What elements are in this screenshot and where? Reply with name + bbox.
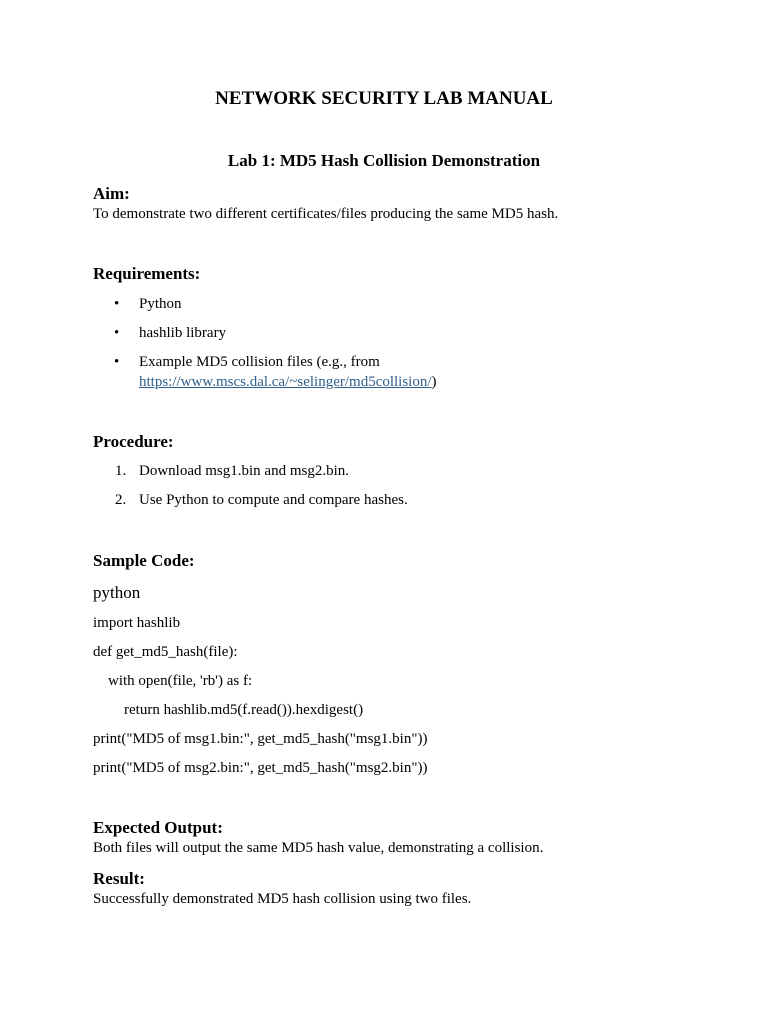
- list-item-continuation: [139, 374, 437, 391]
- list-item: hashlib library: [139, 325, 227, 341]
- code-line: with open(file, 'rb') as f:: [108, 673, 253, 689]
- result-heading: Result:: [93, 869, 145, 888]
- aim-text: To demonstrate two different certificates/files producing the same MD5 hash.: [93, 206, 559, 222]
- aim-heading: Aim:: [93, 184, 130, 203]
- sample-code-heading: Sample Code:: [93, 551, 195, 570]
- list-item: Python: [139, 296, 182, 312]
- requirements-heading: Requirements:: [93, 264, 201, 283]
- code-line: def get_md5_hash(file):: [93, 644, 238, 660]
- step-number: 2.: [115, 492, 127, 508]
- step-number: 1.: [115, 463, 127, 479]
- document-title: NETWORK SECURITY LAB MANUAL: [215, 88, 553, 109]
- list-item: Example MD5 collision files (e.g., from: [139, 354, 380, 370]
- code-line: return hashlib.md5(f.read()).hexdigest(): [124, 702, 364, 718]
- expected-output-text: Both files will output the same MD5 hash value, demonstrating a collision.: [93, 840, 544, 856]
- code-line: import hashlib: [93, 615, 181, 631]
- list-item: Download msg1.bin and msg2.bin.: [139, 463, 349, 479]
- procedure-heading: Procedure:: [93, 432, 174, 451]
- code-line: print("MD5 of msg2.bin:", get_md5_hash("msg2.bin")): [93, 760, 428, 776]
- list-item: Use Python to compute and compare hashes.: [139, 492, 408, 508]
- link-suffix: ): [431, 374, 437, 390]
- lab-title: Lab 1: MD5 Hash Collision Demonstration: [227, 151, 541, 170]
- result-text: Successfully demonstrated MD5 hash collision using two files.: [93, 891, 472, 907]
- collision-files-link[interactable]: https://www.mscs.dal.ca/~selinger/md5collision/: [139, 374, 432, 390]
- expected-output-heading: Expected Output:: [93, 818, 223, 837]
- code-language-label: python: [93, 583, 141, 602]
- bullet-icon: •: [114, 325, 120, 341]
- code-line: print("MD5 of msg1.bin:", get_md5_hash("msg1.bin")): [93, 731, 428, 747]
- bullet-icon: •: [114, 296, 120, 312]
- bullet-icon: •: [114, 354, 120, 370]
